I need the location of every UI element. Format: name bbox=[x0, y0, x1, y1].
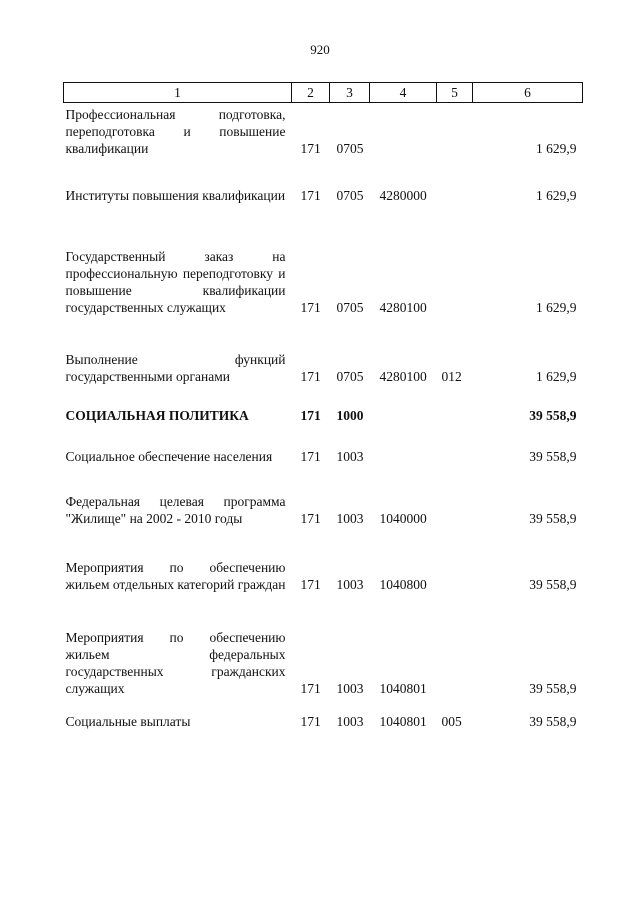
row-amount: 1 629,9 bbox=[536, 369, 577, 384]
row-target-article: 4280100 bbox=[379, 369, 427, 384]
row-expense-type: 005 bbox=[441, 714, 462, 729]
row-name: Профессиональная подготовка, переподготовка и повышение квалификации bbox=[65, 107, 286, 156]
row-name: Институты повышения квалификации bbox=[65, 188, 286, 203]
row-section: 0705 bbox=[336, 369, 364, 384]
table-row bbox=[64, 713, 583, 730]
row-expense-type bbox=[437, 106, 473, 157]
row-section: 1003 bbox=[336, 511, 364, 526]
row-target-article: 1040801 bbox=[379, 714, 427, 729]
row-name: Социальные выплаты bbox=[65, 714, 191, 729]
row-expense-type bbox=[437, 248, 473, 316]
row-target-article: 1040000 bbox=[379, 511, 427, 526]
row-name: СОЦИАЛЬНАЯ ПОЛИТИКА bbox=[65, 408, 249, 423]
row-target-article bbox=[370, 448, 437, 465]
row-amount: 39 558,9 bbox=[529, 714, 577, 729]
table-row bbox=[64, 187, 583, 204]
row-name: Мероприятия по обеспечению жильем отдельных категорий граждан bbox=[65, 560, 286, 592]
row-code: 171 bbox=[300, 369, 321, 384]
header-col-4: 4 bbox=[370, 83, 437, 103]
row-section: 1003 bbox=[336, 714, 364, 729]
row-code: 171 bbox=[300, 300, 321, 315]
row-code: 171 bbox=[300, 141, 321, 156]
row-code: 171 bbox=[300, 577, 321, 592]
table-row bbox=[64, 351, 583, 385]
table-row bbox=[64, 629, 583, 697]
row-name: Мероприятия по обеспечению жильем федеральных государственных гражданских служащих bbox=[65, 630, 286, 696]
row-section: 0705 bbox=[336, 300, 364, 315]
row-code: 171 bbox=[300, 449, 321, 464]
header-col-1: 1 bbox=[64, 83, 292, 103]
row-section: 1003 bbox=[336, 577, 364, 592]
row-amount: 39 558,9 bbox=[529, 577, 577, 592]
page-number: 920 bbox=[310, 42, 330, 57]
header-col-2: 2 bbox=[292, 83, 330, 103]
row-amount: 39 558,9 bbox=[529, 681, 577, 696]
table-row bbox=[64, 407, 583, 424]
row-section: 1000 bbox=[336, 408, 364, 423]
row-amount: 1 629,9 bbox=[536, 188, 577, 203]
row-expense-type bbox=[437, 629, 473, 697]
table-header-row bbox=[64, 83, 583, 103]
row-code: 171 bbox=[300, 408, 321, 423]
row-expense-type bbox=[437, 187, 473, 204]
row-amount: 39 558,9 bbox=[529, 408, 577, 423]
row-code: 171 bbox=[300, 188, 321, 203]
row-expense-type bbox=[437, 493, 473, 527]
row-section: 0705 bbox=[336, 141, 364, 156]
header-col-6: 6 bbox=[473, 83, 583, 103]
table-row bbox=[64, 493, 583, 527]
row-target-article bbox=[370, 407, 437, 424]
table-row bbox=[64, 448, 583, 465]
row-amount: 1 629,9 bbox=[536, 300, 577, 315]
row-target-article: 4280000 bbox=[379, 188, 427, 203]
table-row bbox=[64, 106, 583, 157]
header-col-3: 3 bbox=[330, 83, 370, 103]
table-row bbox=[64, 559, 583, 593]
row-target-article bbox=[370, 106, 437, 157]
row-code: 171 bbox=[300, 511, 321, 526]
row-expense-type: 012 bbox=[441, 369, 462, 384]
row-name: Выполнение функций государственными органами bbox=[65, 352, 286, 384]
row-section: 0705 bbox=[336, 188, 364, 203]
row-amount: 1 629,9 bbox=[536, 141, 577, 156]
row-expense-type bbox=[437, 559, 473, 593]
row-name: Федеральная целевая программа "Жилище" на 2002 - 2010 годы bbox=[65, 494, 286, 526]
row-target-article: 1040800 bbox=[379, 577, 427, 592]
budget-table bbox=[63, 82, 583, 730]
row-code: 171 bbox=[300, 714, 321, 729]
row-name: Социальное обеспечение населения bbox=[65, 449, 273, 464]
table-body bbox=[64, 103, 583, 731]
row-amount: 39 558,9 bbox=[529, 449, 577, 464]
header-col-5: 5 bbox=[437, 83, 473, 103]
table-row bbox=[64, 248, 583, 316]
row-section: 1003 bbox=[336, 681, 364, 696]
row-section: 1003 bbox=[336, 449, 364, 464]
row-code: 171 bbox=[300, 681, 321, 696]
row-expense-type bbox=[437, 448, 473, 465]
row-expense-type bbox=[437, 407, 473, 424]
row-amount: 39 558,9 bbox=[529, 511, 577, 526]
row-target-article: 1040801 bbox=[379, 681, 427, 696]
row-target-article: 4280100 bbox=[379, 300, 427, 315]
row-name: Государственный заказ на профессиональную переподготовку и повышение квалификации государственных служащих bbox=[65, 249, 286, 315]
